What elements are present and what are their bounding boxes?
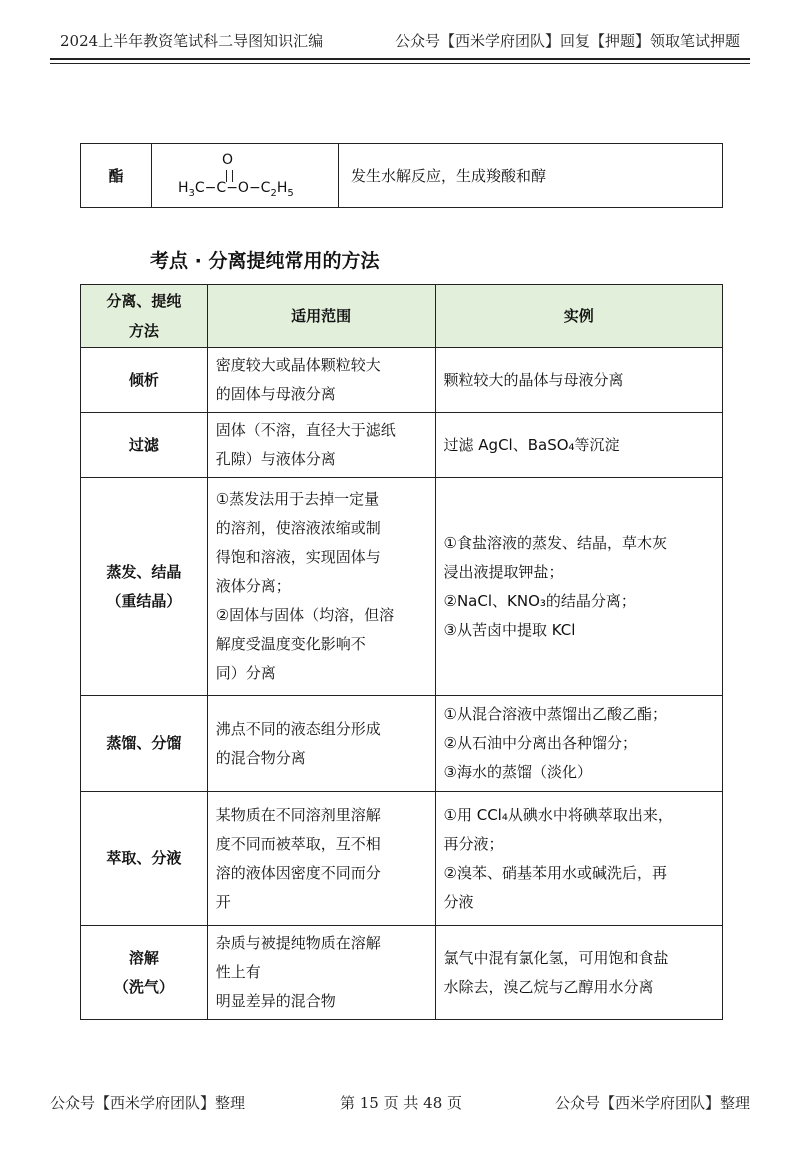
table-row [81,792,723,926]
table-header-row [81,285,723,348]
header-title: 2024上半年教资笔试科二导图知识汇编 [60,32,324,50]
cell-line: 浸出液提取钾盐； [443,562,564,581]
cell-line: 溶的液体因密度不同而分 [215,863,381,882]
scope-cell [207,348,435,413]
example-cell [435,926,722,1020]
ester-formula [152,144,339,208]
scope-cell [207,413,435,478]
table-row [81,926,723,1020]
cell-line: ③海水的蒸馏（淡化） [443,763,592,781]
cell-line: 溶解 [128,948,159,967]
cell-line: 孔隙）与液体分离 [215,450,336,468]
cell-line: 固体（不溶，直径大于滤纸 [215,421,396,439]
ester-row [81,144,723,208]
scope-cell [207,926,435,1020]
cell-line: 再分液； [443,834,504,853]
page-number: 第 15 页 共 48 页 [340,1094,463,1112]
footer-left: 公众号【西米学府团队】整理 [50,1094,246,1112]
scope-cell [207,696,435,792]
header-rule-thin [50,63,750,64]
header-example: 实例 [435,285,722,348]
cell-line: 氯气中混有氯化氢，可用饱和食盐 [443,948,669,967]
cell-line: （重结晶） [106,591,182,610]
cell-line: ①从混合溶液中蒸馏出乙酸乙酯； [443,705,667,723]
separation-methods-table [80,284,723,1020]
cell-line: 的溶剂，使溶液浓缩或制 [215,519,381,537]
cell-line: 得饱和溶液，实现固体与 [215,548,381,566]
example-cell [435,792,722,926]
cell-line: 解度受温度变化影响不 [215,635,366,653]
cell-line: 沸点不同的液态组分形成 [215,719,381,738]
cell-line: 密度较大或晶体颗粒较大 [215,356,381,374]
scope-cell [207,792,435,926]
table-row [81,478,723,696]
header-rule [50,58,750,60]
section-title: 考点 · 分离提纯常用的方法 [150,250,380,272]
cell-line: 颗粒较大的晶体与母液分离 [443,370,624,389]
page-header [50,0,750,62]
cell-line: ①用 CCl₄从碘水中将碘萃取出来， [443,805,673,824]
cell-line: （洗气） [113,977,174,996]
ester-table [80,143,723,208]
ester-description: 发生水解反应，生成羧酸和醇 [339,144,723,208]
cell-line: 蒸发、结晶 [106,562,182,581]
cell-line: 分液 [443,892,474,911]
example-cell [435,696,722,792]
method-cell [81,696,208,792]
method-cell [81,478,208,696]
cell-line: 蒸馏、分馏 [106,734,182,752]
scope-cell [207,478,435,696]
formula-chain: $H_3C-C-O-C_2H_5$ [178,180,294,199]
cell-line: ①蒸发法用于去掉一定量 [215,490,380,508]
cell-line: 萃取、分液 [106,849,182,867]
cell-line: 明显差异的混合物 [215,992,336,1010]
example-cell [435,348,722,413]
cell-line: 开 [215,892,231,911]
example-cell [435,413,722,478]
cell-line: 过滤 [128,435,159,454]
cell-line: 的混合物分离 [215,748,306,767]
header-promo: 公众号【西米学府团队】回复【押题】领取笔试押题 [394,32,740,50]
method-cell [81,792,208,926]
cell-line: ①食盐溶液的蒸发、结晶，草木灰 [443,533,667,552]
table-row [81,696,723,792]
header-scope: 适用范围 [207,285,435,348]
cell-line: 倾析 [128,370,159,389]
cell-line: ③从苦卤中提取 KCl [443,620,576,639]
footer-right: 公众号【西米学府团队】整理 [554,1094,750,1112]
method-cell [81,926,208,1020]
cell-line: 杂质与被提纯物质在溶解 [215,934,381,952]
formula-oxygen: O [222,152,234,168]
table-row [81,348,723,413]
ethyl-acetate-formula [152,144,338,207]
cell-line: 过滤 AgCl、BaSO₄等沉淀 [443,435,620,454]
cell-line: 水除去，溴乙烷与乙醇用水分离 [443,977,654,996]
cell-line: ②固体与固体（均溶，但溶 [215,606,395,624]
cell-line: 度不同而被萃取，互不相 [215,834,381,853]
table-row [81,413,723,478]
cell-line: 液体分离； [215,577,291,595]
cell-line: 某物质在不同溶剂里溶解 [215,805,381,824]
cell-line: ②从石油中分离出各种馏分； [443,734,637,752]
method-cell [81,348,208,413]
cell-line: 同）分离 [215,664,276,682]
example-cell [435,478,722,696]
cell-line: 的固体与母液分离 [215,385,336,403]
ester-name: 酯 [81,144,152,208]
method-cell [81,413,208,478]
header-method: 分离、提纯 方法 [81,285,208,348]
cell-line: ②NaCl、KNO₃的结晶分离； [443,591,636,610]
cell-line: 性上有 [215,963,261,981]
cell-line: ②溴苯、硝基苯用水或碱洗后，再 [443,863,667,882]
